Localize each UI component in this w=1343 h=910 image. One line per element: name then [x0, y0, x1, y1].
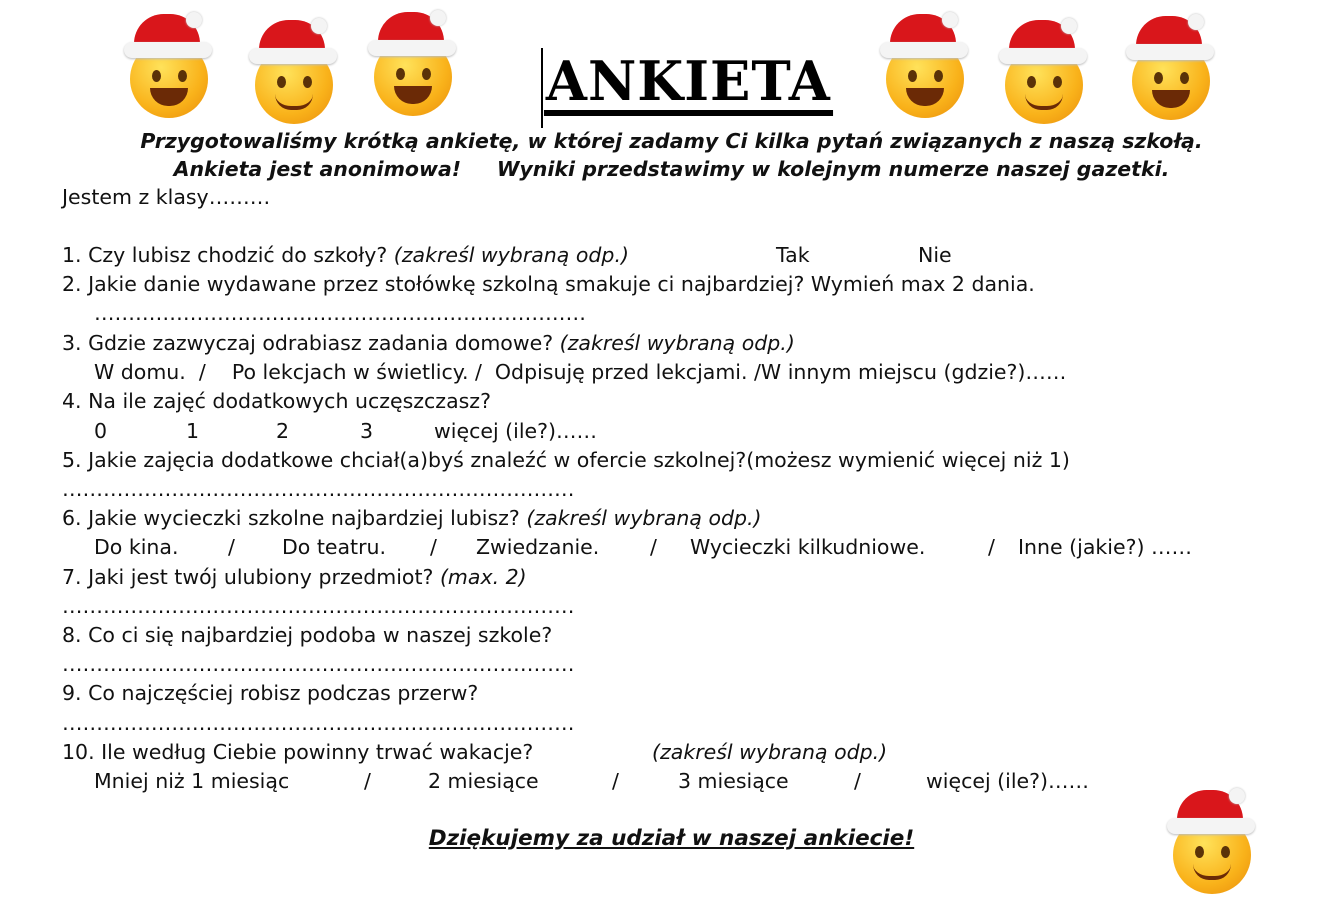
option-more[interactable]: więcej (ile?)……	[434, 419, 598, 443]
option-3[interactable]: 3	[360, 419, 374, 443]
option-1[interactable]: 1	[186, 419, 200, 443]
question-7: 7. Jaki jest twój ulubiony przedmiot? (max. 2)	[62, 565, 527, 589]
santa-emoji-icon	[120, 12, 216, 122]
question-9: 9. Co najczęściej robisz podczas przerw?	[62, 681, 479, 705]
option-2[interactable]: 2	[276, 419, 290, 443]
class-line: Jestem z klasy………	[62, 185, 271, 209]
question-2: 2. Jakie danie wydawane przez stołówkę szkolną smakuje ci najbardziej? Wymień max 2 dania.	[62, 272, 1035, 296]
question-6-options: Do kina. / Do teatru. / Zwiedzanie. / Wycieczki kilkudniowe. / Inne (jakie?) ……	[94, 533, 1244, 562]
santa-emoji-icon	[995, 18, 1091, 128]
question-1: 1. Czy lubisz chodzić do szkoły? (zakreśl wybraną odp.) Tak Nie	[62, 241, 629, 270]
question-5: 5. Jakie zajęcia dodatkowe chciał(a)byś znaleźć w ofercie szkolnej?(możesz wymienić więcej niż 1)	[62, 448, 1070, 472]
option-zwiedzanie[interactable]: Zwiedzanie.	[476, 535, 600, 559]
option-wycieczki[interactable]: Wycieczki kilkudniowe.	[690, 535, 926, 559]
option-0[interactable]: 0	[94, 419, 108, 443]
option-less-1-month[interactable]: Mniej niż 1 miesiąc	[94, 769, 290, 793]
option-tak[interactable]: Tak	[776, 243, 810, 267]
option-2-months[interactable]: 2 miesiące	[428, 769, 539, 793]
option-nie[interactable]: Nie	[918, 243, 952, 267]
answer-blank-8[interactable]: …………………………………………………………………	[62, 652, 575, 676]
question-3: 3. Gdzie zazwyczaj odrabiasz zadania domowe? (zakreśl wybraną odp.)	[62, 331, 795, 355]
title-cursor	[541, 48, 543, 128]
question-6: 6. Jakie wycieczki szkolne najbardziej lubisz? (zakreśl wybraną odp.)	[62, 506, 762, 530]
intro-line-2: Ankieta jest anonimowa! Wyniki przedstawimy w kolejnym numerze naszej gazetki.	[173, 157, 1170, 181]
question-4: 4. Na ile zajęć dodatkowych uczęszczasz?	[62, 389, 491, 413]
question-3-options[interactable]: W domu. / Po lekcjach w świetlicy. / Odpisuję przed lekcjami. /W innym miejscu (gdzie?)……	[94, 360, 1067, 384]
option-kino[interactable]: Do kina.	[94, 535, 179, 559]
santa-emoji-icon	[1122, 14, 1218, 124]
option-teatr[interactable]: Do teatru.	[282, 535, 387, 559]
question-10-options: Mniej niż 1 miesiąc / 2 miesiące / 3 miesiące / więcej (ile?)……	[94, 767, 1144, 796]
santa-emoji-icon	[876, 12, 972, 122]
question-4-options	[94, 417, 694, 446]
page-title: ANKIETA	[544, 52, 833, 116]
santa-emoji-icon	[245, 18, 341, 128]
option-inne[interactable]: Inne (jakie?) ……	[1018, 535, 1192, 559]
question-10: 10. Ile według Ciebie powinny trwać wakacje? (zakreśl wybraną odp.)	[62, 740, 888, 764]
question-8: 8. Co ci się najbardziej podoba w naszej szkole?	[62, 623, 553, 647]
answer-blank-7[interactable]: …………………………………………………………………	[62, 594, 575, 618]
option-3-months[interactable]: 3 miesiące	[678, 769, 789, 793]
thanks-message: Dziękujemy za udział w naszej ankiecie!	[428, 826, 915, 851]
intro-line-1: Przygotowaliśmy krótką ankietę, w której zadamy Ci kilka pytań związanych z naszą szkołą.	[140, 129, 1203, 153]
answer-blank-5[interactable]: …………………………………………………………………	[62, 477, 575, 501]
santa-emoji-icon	[364, 10, 460, 120]
option-more[interactable]: więcej (ile?)……	[926, 769, 1090, 793]
answer-blank-9[interactable]: …………………………………………………………………	[62, 711, 575, 735]
answer-blank-2[interactable]: ………………………………………………………………	[94, 301, 586, 325]
